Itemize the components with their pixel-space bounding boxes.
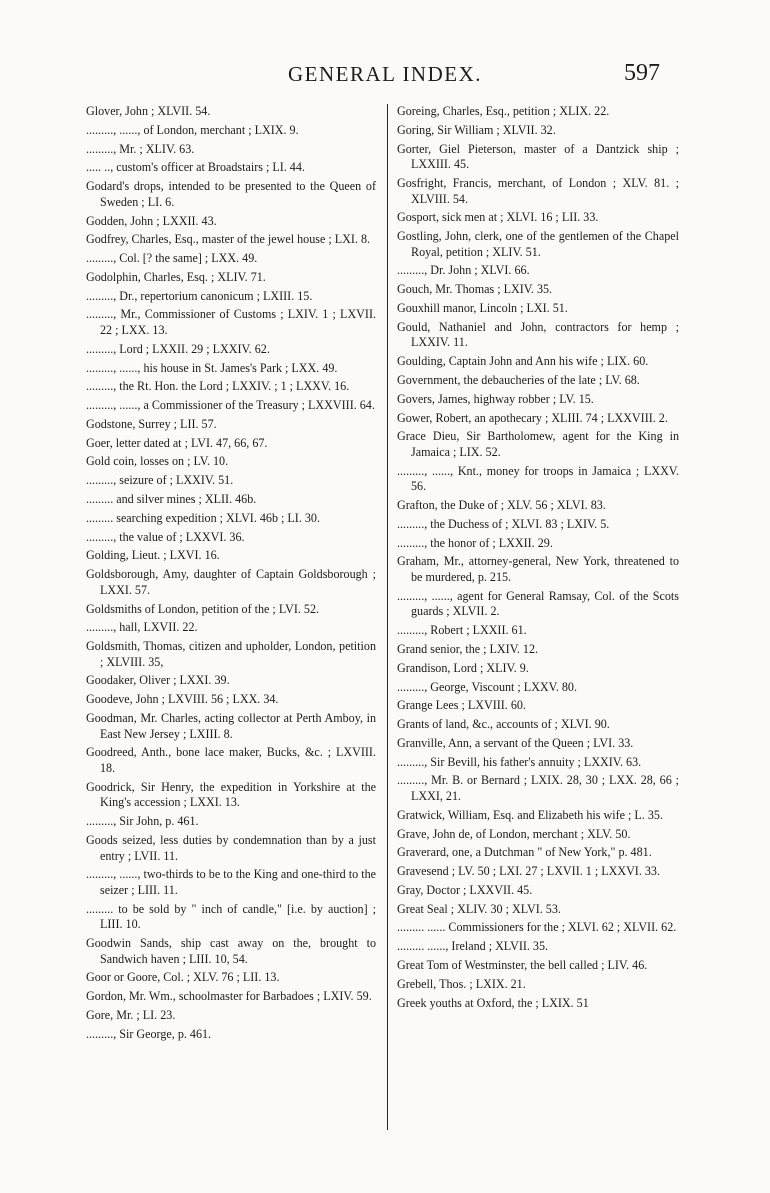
index-entry: Godolphin, Charles, Esq. ; XLIV. 71. — [86, 269, 266, 284]
index-entry: ........., Sir Bevill, his father's annuity ; LXXIV. 63. — [397, 754, 642, 769]
index-column-right — [397, 104, 679, 1014]
index-entry: Great Tom of Westminster, the bell called ; LIV. 46. — [397, 958, 648, 973]
index-entry: ..... .., custom's officer at Broadstairs ; LI. 44. — [86, 160, 305, 175]
index-entry: Goldsmiths of London, petition of the ; LVI. 52. — [86, 601, 320, 616]
index-entry: Goodeve, John ; LXVIII. 56 ; LXX. 34. — [86, 692, 279, 707]
index-entry: Gratwick, William, Esq. and Elizabeth his wife ; L. 35. — [397, 807, 663, 822]
index-entry: ........., Robert ; LXXII. 61. — [397, 623, 527, 638]
index-entry: Golding, Lieut. ; LXVI. 16. — [86, 548, 220, 563]
index-entry: Grand senior, the ; LXIV. 12. — [397, 641, 539, 656]
index-entry: Goring, Sir William ; XLVII. 32. — [397, 122, 556, 137]
index-entry: Gold coin, losses on ; LV. 10. — [86, 454, 229, 469]
index-entry: Grange Lees ; LXVIII. 60. — [397, 698, 526, 713]
index-entry: ........., Lord ; LXXII. 29 ; LXXIV. 62. — [86, 341, 270, 356]
index-entry: Gorter, Giel Pieterson, master of a Dantzick ship ; LXXIII. 45. — [397, 141, 679, 172]
column-divider — [387, 104, 388, 1130]
index-entry: Goods seized, less duties by condemnation than by a just entry ; LVII. 11. — [86, 832, 376, 863]
index-entry: Granville, Ann, a servant of the Queen ; LVI. 33. — [397, 735, 634, 750]
index-entry: Gray, Doctor ; LXXVII. 45. — [397, 882, 533, 897]
index-entry: ......... searching expedition ; XLVI. 46b ; LI. 30. — [86, 510, 320, 525]
index-entry: ........., Mr., Commissioner of Customs ; LXIV. 1 ; LXVII. 22 ; LXX. 13. — [86, 307, 376, 337]
page-header — [0, 62, 770, 92]
index-entry: Goor or Goore, Col. ; XLV. 76 ; LII. 13. — [86, 970, 280, 985]
index-entry: ........., ......, of London, merchant ; LXIX. 9. — [86, 122, 299, 137]
index-entry: ......... ......, Ireland ; XLVII. 35. — [397, 939, 549, 954]
index-entry: ........., George, Viscount ; LXXV. 80. — [397, 679, 577, 694]
index-entry: Grave, John de, of London, merchant ; XLV. 50. — [397, 826, 631, 841]
index-entry: ........., Dr., repertorium canonicum ; LXIII. 15. — [86, 288, 313, 303]
index-entry: Graverard, one, a Dutchman " of New York," p. 481. — [397, 845, 652, 860]
index-entry: Goreing, Charles, Esq., petition ; XLIX. 22. — [397, 104, 610, 118]
index-entry: Godden, John ; LXXII. 43. — [86, 213, 217, 228]
index-entry: ........., Col. [? the same] ; LXX. 49. — [86, 251, 258, 266]
index-entry: Godard's drops, intended to be presented to the Queen of Sweden ; LI. 6. — [86, 179, 376, 209]
index-entry: ........., Mr. B. or Bernard ; LXIX. 28, 30 ; LXX. 28, 66 ; LXXI, 21. — [397, 773, 679, 803]
index-entry: Gostling, John, clerk, one of the gentlemen of the Chapel Royal, petition ; XLIV. 51. — [397, 229, 679, 259]
index-entry: Godstone, Surrey ; LII. 57. — [86, 416, 217, 431]
index-entry: Gouxhill manor, Lincoln ; LXI. 51. — [397, 301, 568, 316]
index-entry: ........., the Duchess of ; XLVI. 83 ; LXIV. 5. — [397, 516, 610, 531]
page-number: 597 — [624, 60, 660, 86]
index-entry: ........., the honor of ; LXXII. 29. — [397, 535, 553, 550]
index-entry: Grants of land, &c., accounts of ; XLVI. 90. — [397, 717, 610, 732]
index-entry: Gosfright, Francis, merchant, of London ; XLV. 81. ; XLVIII. 54. — [397, 175, 679, 206]
index-entry: Goldsmith, Thomas, citizen and upholder, London, petition ; XLVIII. 35, — [86, 639, 376, 669]
index-entry: Great Seal ; XLIV. 30 ; XLVI. 53. — [397, 901, 561, 916]
index-entry: ........., the value of ; LXXVI. 36. — [86, 529, 245, 544]
index-entry: Graham, Mr., attorney-general, New York, threatened to be murdered, p. 215. — [397, 554, 679, 584]
index-entry: ........., ......, two-thirds to be to the King and one-third to the seizer ; LIII. 11. — [86, 867, 376, 897]
index-entry: Grebell, Thos. ; LXIX. 21. — [397, 976, 526, 991]
index-entry: ........., the Rt. Hon. the Lord ; LXXIV. ; 1 ; LXXV. 16. — [86, 379, 350, 394]
index-entry: Gosport, sick men at ; XLVI. 16 ; LII. 33. — [397, 210, 599, 225]
index-entry: ........., ......, Knt., money for troops in Jamaica ; LXXV. 56. — [397, 463, 679, 494]
index-entry: Govers, James, highway robber ; LV. 15. — [397, 391, 594, 406]
index-entry: Goulding, Captain John and Ann his wife ; LIX. 60. — [397, 354, 649, 369]
index-entry: Gore, Mr. ; LI. 23. — [86, 1008, 176, 1022]
index-entry: Glover, John ; XLVII. 54. — [86, 104, 211, 118]
index-entry: Gouch, Mr. Thomas ; LXIV. 35. — [397, 282, 553, 297]
index-entry: Grace Dieu, Sir Bartholomew, agent for the King in Jamaica ; LIX. 52. — [397, 429, 679, 459]
index-entry: Gower, Robert, an apothecary ; XLIII. 74 ; LXXVIII. 2. — [397, 410, 668, 425]
index-entry: ........., Sir George, p. 461. — [86, 1026, 212, 1041]
index-entry: ......... and silver mines ; XLII. 46b. — [86, 492, 257, 507]
index-column-left — [86, 104, 376, 1046]
index-entry: Goodrick, Sir Henry, the expedition in Yorkshire at the King's accession ; LXXI. 13. — [86, 779, 376, 810]
index-entry: Goodreed, Anth., bone lace maker, Bucks, &c. ; LXVIII. 18. — [86, 745, 376, 775]
index-entry: ........., hall, LXVII. 22. — [86, 620, 198, 635]
index-entry: Gordon, Mr. Wm., schoolmaster for Barbadoes ; LXIV. 59. — [86, 989, 372, 1004]
index-entry: Gravesend ; LV. 50 ; LXI. 27 ; LXVII. 1 ; LXXVI. 33. — [397, 864, 661, 879]
index-entry: ........., Sir John, p. 461. — [86, 814, 199, 829]
index-entry: ......... to be sold by " inch of candle," [i.e. by auction] ; LIII. 10. — [86, 901, 376, 932]
index-entry: ........., ......, a Commissioner of the Treasury ; LXXVIII. 64. — [86, 398, 375, 413]
index-entry: ........., ......, his house in St. James's Park ; LXX. 49. — [86, 360, 338, 375]
index-entry: Goodwin Sands, ship cast away on the, brought to Sandwich haven ; LIII. 10, 54. — [86, 936, 376, 966]
index-entry: Grandison, Lord ; XLIV. 9. — [397, 660, 529, 675]
index-entry: ........., Dr. John ; XLVI. 66. — [397, 263, 530, 278]
index-entry: ......... ...... Commissioners for the ; XLVI. 62 ; XLVII. 62. — [397, 920, 677, 935]
index-entry: Godfrey, Charles, Esq., master of the jewel house ; LXI. 8. — [86, 232, 371, 247]
index-entry: Grafton, the Duke of ; XLV. 56 ; XLVI. 83. — [397, 498, 606, 513]
index-entry: Goodaker, Oliver ; LXXI. 39. — [86, 673, 230, 688]
index-entry: Gould, Nathaniel and John, contractors for hemp ; LXXIV. 11. — [397, 319, 679, 350]
index-entry: Goodman, Mr. Charles, acting collector at Perth Amboy, in East New Jersey ; LXIII. 8. — [86, 711, 376, 741]
index-entry: Goer, letter dated at ; LVI. 47, 66, 67. — [86, 435, 268, 450]
page-title: GENERAL INDEX. — [287, 62, 483, 86]
index-entry: Greek youths at Oxford, the ; LXIX. 51 — [397, 995, 589, 1010]
index-entry: ........., ......, agent for General Ramsay, Col. of the Scots guards ; XLVII. 2. — [397, 588, 679, 619]
index-entry: ........., Mr. ; XLIV. 63. — [86, 141, 195, 156]
index-entry: ........., seizure of ; LXXIV. 51. — [86, 473, 234, 488]
index-entry: Goldsborough, Amy, daughter of Captain Goldsborough ; LXXI. 57. — [86, 567, 376, 597]
index-entry: Government, the debaucheries of the late ; LV. 68. — [397, 372, 640, 387]
